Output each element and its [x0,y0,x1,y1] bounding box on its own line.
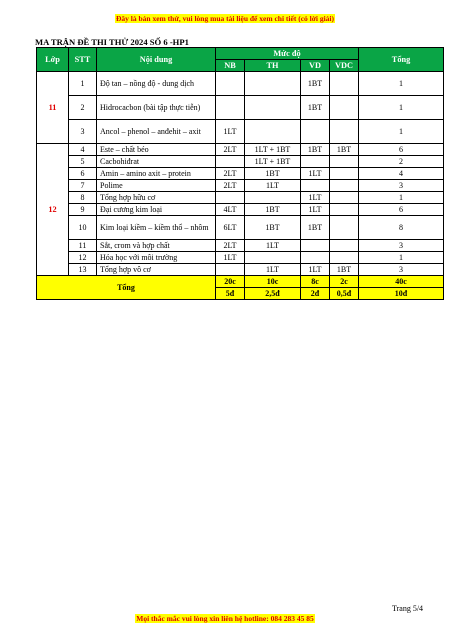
table-row [37,204,444,216]
total-cell: 1 [359,120,444,144]
header-vdc: VDC [330,60,359,72]
th-cell: 1BT [245,168,301,180]
stt-cell: 12 [69,252,97,264]
nb-cell: 2LT [216,180,245,192]
th-cell: 1LT + 1BT [245,156,301,168]
table-row [37,192,444,204]
table-row [37,120,444,144]
stt-cell: 8 [69,192,97,204]
total-cell: 1 [359,96,444,120]
total-cell: 1 [359,72,444,96]
content-cell: Cacbohiđrat [97,156,216,168]
nb-cell [216,96,245,120]
document-title: MA TRẬN ĐỀ THI THỬ 2024 SỐ 6 -HP1 [35,37,189,47]
vd-cell: 1BT [301,216,330,240]
th-cell [245,252,301,264]
stt-cell: 9 [69,204,97,216]
header-noi-dung: Nội dung [97,48,216,72]
th-cell: 1LT [245,264,301,276]
nb-cell: 2LT [216,168,245,180]
total-count-nb: 20c [216,276,245,288]
total-points-nb: 5đ [216,288,245,300]
content-cell: Đại cương kim loại [97,204,216,216]
grade-cell: 11 [37,72,69,144]
vdc-cell: 1BT [330,264,359,276]
th-cell: 1LT + 1BT [245,144,301,156]
total-points-vd: 2đ [301,288,330,300]
table-row [37,240,444,252]
stt-cell: 6 [69,168,97,180]
content-cell: Polime [97,180,216,192]
total-cell: 1 [359,192,444,204]
table-row [37,264,444,276]
th-cell: 1BT [245,216,301,240]
vd-cell: 1LT [301,264,330,276]
vdc-cell [330,156,359,168]
nb-cell [216,264,245,276]
total-count-vd: 8c [301,276,330,288]
total-count-th: 10c [245,276,301,288]
table-row [37,72,444,96]
vdc-cell [330,204,359,216]
preview-banner [0,14,450,23]
total-cell: 4 [359,168,444,180]
content-cell: Ancol – phenol – anđehit – axit [97,120,216,144]
stt-cell: 4 [69,144,97,156]
th-cell [245,96,301,120]
hotline-banner-text: Mọi thắc mắc vui lòng xin liên hệ hotline: 084 283 45 85 [136,614,314,623]
nb-cell [216,72,245,96]
vd-cell [301,240,330,252]
stt-cell: 2 [69,96,97,120]
header-stt: STT [69,48,97,72]
stt-cell: 7 [69,180,97,192]
matrix-body [37,72,444,276]
vd-cell [301,180,330,192]
table-row [37,144,444,156]
vd-cell [301,156,330,168]
stt-cell: 3 [69,120,97,144]
grade-cell: 12 [37,144,69,276]
total-cell: 1 [359,252,444,264]
nb-cell: 6LT [216,216,245,240]
content-cell: Tổng hợp vô cơ [97,264,216,276]
total-points-all: 10đ [359,288,444,300]
nb-cell: 4LT [216,204,245,216]
content-cell: Este – chất béo [97,144,216,156]
header-th: TH [245,60,301,72]
content-cell: Hóa học với môi trường [97,252,216,264]
stt-cell: 5 [69,156,97,168]
vdc-cell [330,180,359,192]
vdc-cell [330,192,359,204]
total-cell: 6 [359,204,444,216]
preview-banner-text: Đây là bản xem thử, vui lòng mua tài liệu để xem chi tiết (có lời giải) [115,14,335,23]
vd-cell: 1BT [301,96,330,120]
content-cell: Kim loại kiềm – kiềm thổ – nhôm [97,216,216,240]
content-cell: Hidrocacbon (bài tập thực tiễn) [97,96,216,120]
vd-cell: 1LT [301,204,330,216]
nb-cell [216,156,245,168]
total-cell: 3 [359,240,444,252]
content-cell: Độ tan – nồng độ - dung dịch [97,72,216,96]
content-cell: Amin – amino axit – protein [97,168,216,180]
vdc-cell [330,240,359,252]
total-points-vdc: 0,5đ [330,288,359,300]
header-tong: Tổng [359,48,444,72]
exam-matrix-table [36,47,444,300]
header-lop: Lớp [37,48,69,72]
vdc-cell [330,96,359,120]
nb-cell: 2LT [216,144,245,156]
stt-cell: 11 [69,240,97,252]
vdc-cell: 1BT [330,144,359,156]
th-cell [245,72,301,96]
vd-cell: 1LT [301,192,330,204]
vd-cell: 1BT [301,72,330,96]
th-cell: 1LT [245,180,301,192]
vdc-cell [330,252,359,264]
header-vd: VD [301,60,330,72]
total-cell: 3 [359,180,444,192]
vdc-cell [330,72,359,96]
totals-label: Tổng [37,276,216,300]
total-points-th: 2,5đ [245,288,301,300]
table-row [37,156,444,168]
th-cell: 1LT [245,240,301,252]
th-cell [245,120,301,144]
table-row [37,168,444,180]
total-cell: 8 [359,216,444,240]
nb-cell: 2LT [216,240,245,252]
content-cell: Tổng hợp hữu cơ [97,192,216,204]
total-cell: 3 [359,264,444,276]
total-count-all: 40c [359,276,444,288]
header-muc-do: Mức độ [216,48,359,60]
nb-cell: 1LT [216,120,245,144]
vd-cell [301,120,330,144]
totals-count-row [37,276,444,288]
vdc-cell [330,216,359,240]
vd-cell: 1BT [301,144,330,156]
total-cell: 2 [359,156,444,168]
stt-cell: 1 [69,72,97,96]
table-row [37,96,444,120]
table-row [37,180,444,192]
page-number: Trang 5/4 [392,604,424,613]
nb-cell: 1LT [216,252,245,264]
th-cell [245,192,301,204]
vd-cell: 1LT [301,168,330,180]
vdc-cell [330,168,359,180]
vdc-cell [330,120,359,144]
table-row [37,252,444,264]
vd-cell [301,252,330,264]
th-cell: 1BT [245,204,301,216]
content-cell: Sắt, crom và hợp chất [97,240,216,252]
table-row [37,216,444,240]
hotline-banner [0,614,450,623]
header-nb: NB [216,60,245,72]
nb-cell [216,192,245,204]
matrix-totals [37,276,444,300]
total-cell: 6 [359,144,444,156]
stt-cell: 10 [69,216,97,240]
stt-cell: 13 [69,264,97,276]
total-count-vdc: 2c [330,276,359,288]
